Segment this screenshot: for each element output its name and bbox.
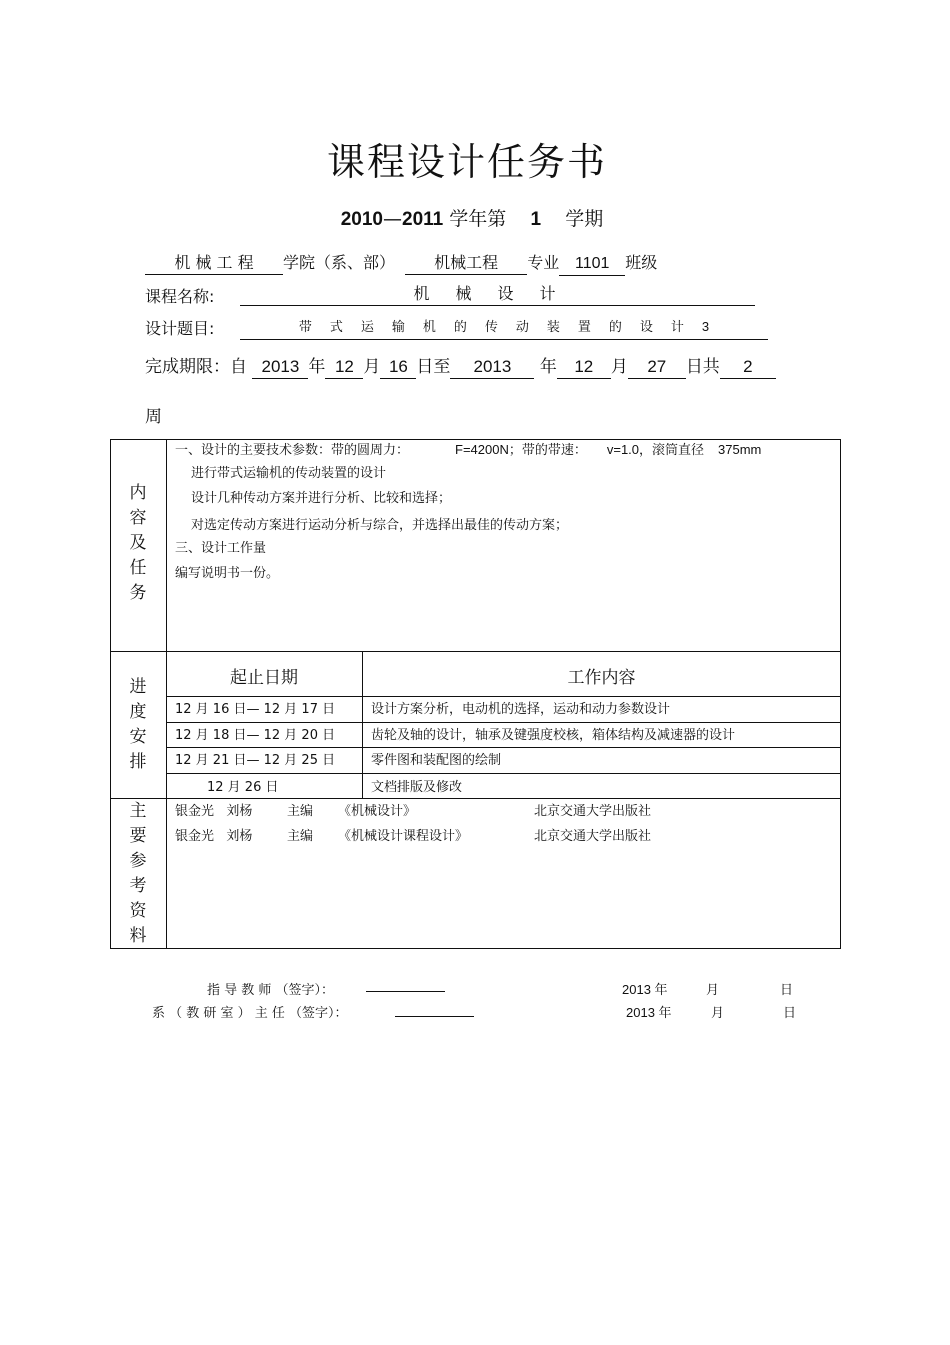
course-label: 课程名称: [145,287,215,306]
college-label: 学院（系、部） [283,253,396,272]
director-signature-label: 系 （ 教 研 室 ） 主 任 （签字）： [152,1006,348,1021]
table-col-divider [166,439,167,949]
schedule-row-divider [166,773,841,774]
refs-section-label [110,799,166,949]
schedule-section-label [110,675,166,775]
schedule-row-divider [166,722,841,723]
schedule-col-work: 工作内容 [567,668,636,688]
schedule-header-divider [166,696,841,697]
schedule-row-4-date: 12 月 26 日 [207,780,279,795]
class-field: 1101 [559,254,625,276]
course-name-wrap [240,284,755,306]
content-line-6: 编写说明书一份。 [175,566,280,581]
schedule-row-1-work: 设计方案分析，电动机的选择，运动和动力参数设计 [371,702,671,717]
teacher-month: 月 [706,983,720,998]
start-year: 2013 [252,357,308,379]
deadline-label: 完成期限：自 [145,357,247,377]
total-label: 日共 [685,357,720,377]
start-year-char: 年 [308,357,326,377]
topic-line [145,316,214,339]
table-row-divider-2 [110,798,841,799]
start-month: 12 [325,357,363,379]
content-line-4: 对选定传动方案进行运动分析与综合，并选择出最佳的传动方案； [191,518,569,533]
director-signature-line [395,1016,474,1017]
content-line-5: 三、设计工作量 [175,541,267,556]
topic-name: 带式运输机的传动装置的设计 [298,320,702,335]
ref-2-role: 主编 [287,829,314,844]
content-line-3: 设计几种传动方案并进行分析、比较和选择； [191,491,452,506]
college-major-line [145,250,657,276]
schedule-row-3-date: 12 月 21 日— 12 月 25 日 [175,753,336,768]
to-label: 日至 [416,357,451,377]
schedule-row-4-work: 文档排版及修改 [371,780,463,795]
schedule-col-date: 起止日期 [230,668,298,688]
year-end: 2011 [402,209,444,230]
weeks-field: 2 [720,357,776,379]
content-line-1-b: F=4200N；带的带速： [455,442,587,457]
teacher-day: 日 [780,983,794,998]
content-line-1 [175,442,761,459]
topic-field [240,316,768,340]
ref-1-book: 《机械设计》 [338,804,417,819]
content-line-1-d: 375mm [718,442,762,457]
end-year-char: 年 [539,357,557,377]
start-day: 16 [380,357,416,379]
schedule-row-2-work: 齿轮及轴的设计，轴承及键强度校核，箱体结构及减速器的设计 [371,728,736,743]
end-month-char: 月 [610,357,628,377]
course-line [145,284,214,307]
ref-1-role: 主编 [287,804,314,819]
topic-name-wrap [240,316,768,340]
ref-1-authors: 银金光 刘杨 [175,804,253,819]
teacher-year: 2013 年 [622,982,668,997]
deadline-line [145,352,776,379]
director-year: 2013 年 [626,1005,672,1020]
ref-2-book: 《机械设计课程设计》 [338,829,469,844]
major-label: 专业 [527,253,560,272]
topic-label: 设计题目: [145,319,215,338]
label-xuenian: 学年第 [449,208,507,230]
end-day: 27 [628,357,686,379]
document-title: 课程设计任务书 [326,140,607,184]
table-row-divider-1 [110,651,841,652]
college-field: 机 械 工 程 [145,253,283,275]
teacher-signature-line [366,991,445,992]
ref-2-authors: 银金光 刘杨 [175,829,253,844]
year-dash: — [383,208,403,230]
course-name-field: 机械设计 [240,284,755,306]
teacher-signature-label: 指 导 教 师 （签字）： [207,983,335,998]
major-field: 机械工程 [405,253,527,275]
schedule-section-text: 进度安排 [129,677,147,772]
director-day: 日 [783,1006,797,1021]
schedule-row-3-work: 零件图和装配图的绘制 [371,753,502,768]
term-line [0,204,944,231]
year-start: 2010 [340,209,384,230]
schedule-row-divider [166,747,841,748]
ref-2-publisher: 北京交通大学出版社 [534,829,652,844]
ref-1-publisher: 北京交通大学出版社 [534,804,652,819]
topic-number: 3 [701,319,710,334]
content-section-text: 内容及任务 [129,483,147,603]
term-number: 1 [530,209,542,230]
schedule-row-2-date: 12 月 18 日— 12 月 20 日 [175,728,336,743]
week-char: 周 [145,407,162,427]
content-section-label [110,481,166,606]
content-line-1-a: 一、设计的主要技术参数：带的圆周力： [175,443,410,458]
content-line-2: 进行带式运输机的传动装置的设计 [191,466,387,481]
refs-section-text: 主要参考资料 [129,801,147,946]
task-table [110,439,841,949]
start-month-char: 月 [363,357,381,377]
class-label: 班级 [625,253,658,272]
end-month: 12 [557,357,611,379]
director-month: 月 [711,1006,725,1021]
content-line-1-c: v=1.0，滚筒直径 [606,442,705,457]
label-xueqi: 学期 [565,208,604,230]
end-year: 2013 [450,357,534,379]
schedule-row-1-date: 12 月 16 日— 12 月 17 日 [175,702,336,717]
